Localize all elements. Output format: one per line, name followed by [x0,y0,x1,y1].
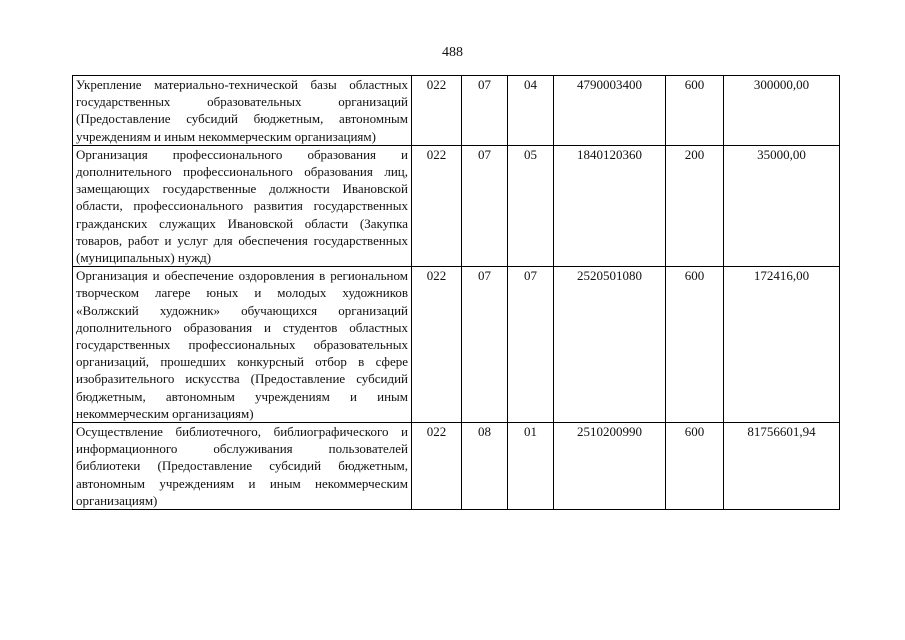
budget-table [72,75,840,510]
section-cell: 07 [462,76,508,146]
section-cell: 08 [462,423,508,510]
target-article-cell: 2510200990 [554,423,666,510]
subsection-cell: 01 [508,423,554,510]
target-article-cell: 2520501080 [554,267,666,423]
subsection-cell: 07 [508,267,554,423]
subsection-cell: 04 [508,76,554,146]
section-cell: 07 [462,267,508,423]
target-article-cell: 1840120360 [554,145,666,266]
row-name-cell: Осуществление библиотечного, библиографического и информационного обслуживания пользователей библиотеки (Предоставление субсидий бюджетным, автономным учреждениям и иным некоммерческим организациям) [73,423,412,510]
amount-cell: 81756601,94 [724,423,840,510]
target-article-cell: 4790003400 [554,76,666,146]
page-number: 488 [442,45,463,60]
subsection-cell: 05 [508,145,554,266]
amount-cell: 172416,00 [724,267,840,423]
row-name-cell: Организация профессионального образования и дополнительного профессионального образования лиц, замещающих государственные должности Ивановской области, профессионального развития государственных гражданских служащих Ивановской области (Закупка товаров, работ и услуг для обеспечения государственных (муниципальных) нужд) [73,145,412,266]
table-row [73,423,840,510]
expense-type-cell: 600 [666,423,724,510]
row-name-cell: Укрепление материально-технической базы областных государственных образовательных организаций (Предоставление субсидий бюджетным, автономным учреждениям и иным некоммерческим организациям) [73,76,412,146]
expense-type-cell: 600 [666,76,724,146]
amount-cell: 35000,00 [724,145,840,266]
section-cell: 07 [462,145,508,266]
row-name-cell: Организация и обеспечение оздоровления в региональном творческом лагере юных и молодых художников «Волжский художник» обучающихся организаций дополнительного образования и студентов областных государственных профессиональных образовательных организаций, прошедших конкурсный отбор в сфере изобразительного искусства (Предоставление субсидий бюджетным, автономным учреждениям и иным некоммерческим организациям) [73,267,412,423]
table-row [73,76,840,146]
ministry-code-cell: 022 [412,145,462,266]
table-row [73,267,840,423]
expense-type-cell: 600 [666,267,724,423]
expense-type-cell: 200 [666,145,724,266]
ministry-code-cell: 022 [412,423,462,510]
ministry-code-cell: 022 [412,76,462,146]
table-row [73,145,840,266]
ministry-code-cell: 022 [412,267,462,423]
amount-cell: 300000,00 [724,76,840,146]
